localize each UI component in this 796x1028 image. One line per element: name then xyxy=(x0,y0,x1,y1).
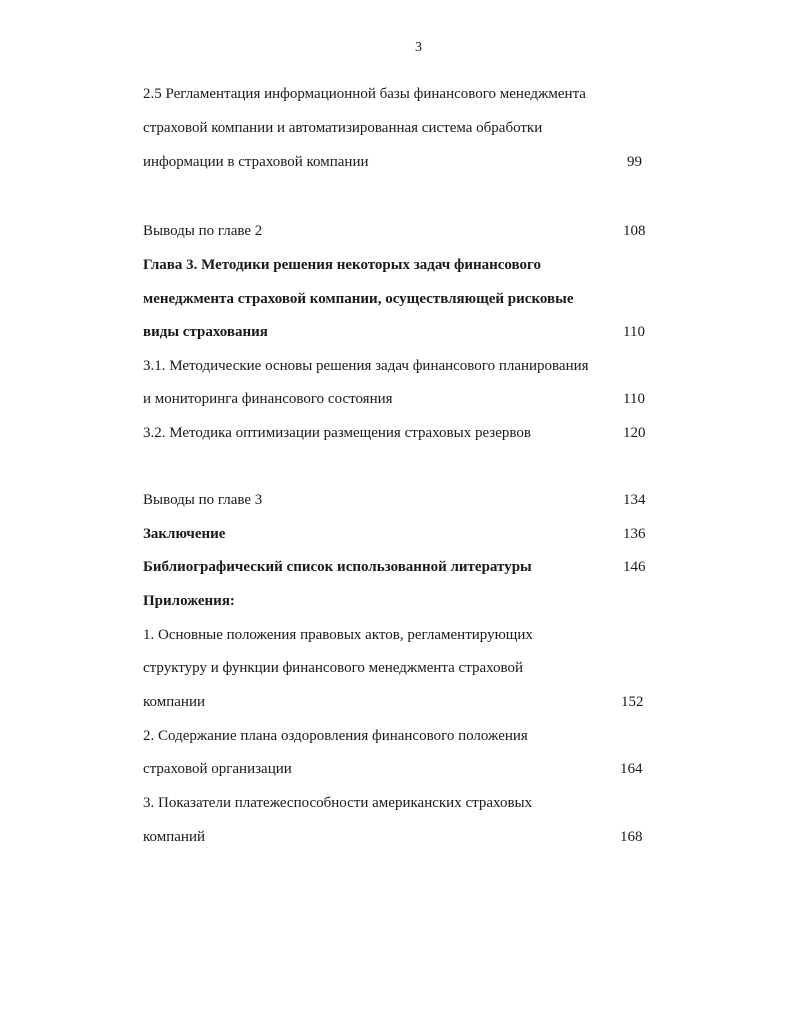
toc-entry-line: страховой компании и автоматизированная система обработки xyxy=(143,120,543,136)
toc-page-number: 108 xyxy=(623,223,646,239)
toc-entry-line: Выводы по главе 3 xyxy=(143,492,263,508)
toc-entry-line: менеджмента страховой компании, осуществляющей рисковые xyxy=(143,291,574,307)
toc-entry-line: Библиографический список использованной литературы xyxy=(143,559,532,575)
toc-entry-line: 1. Основные положения правовых актов, регламентирующих xyxy=(143,627,533,643)
page-number: 3 xyxy=(415,40,422,55)
toc-entry-line: 2.5 Регламентация информационной базы финансового менеджмента xyxy=(143,86,586,102)
toc-page-number: 168 xyxy=(620,829,643,845)
toc-page-number: 152 xyxy=(621,694,644,710)
toc-entry-line: структуру и функции финансового менеджмента страховой xyxy=(143,660,524,676)
toc-section-heading: Приложения: xyxy=(143,593,235,609)
toc-page-number: 99 xyxy=(627,154,642,170)
toc-entry-line: 3.2. Методика оптимизации размещения страховых резервов xyxy=(143,425,531,441)
toc-page-number: 120 xyxy=(623,425,646,441)
toc-entry-line: виды страхования xyxy=(143,324,268,340)
toc-page-number: 134 xyxy=(623,492,646,508)
toc-entry-line: 3.1. Методические основы решения задач финансового планирования xyxy=(143,358,589,374)
toc-page-number: 146 xyxy=(623,559,646,575)
toc-entry-line: Выводы по главе 2 xyxy=(143,223,263,239)
toc-entry-line: страховой организации xyxy=(143,761,292,777)
toc-entry-line: Заключение xyxy=(143,526,226,542)
toc-entry-line: Глава 3. Методики решения некоторых задач финансового xyxy=(143,257,541,273)
toc-entry-line: и мониторинга финансового состояния xyxy=(143,391,393,407)
toc-page-number: 110 xyxy=(623,391,645,407)
toc-page-number: 136 xyxy=(623,526,646,542)
toc-page-number: 110 xyxy=(623,324,645,340)
toc-entry-line: компаний xyxy=(143,829,205,845)
toc-entry-line: компании xyxy=(143,694,205,710)
toc-page-number: 164 xyxy=(620,761,643,777)
toc-entry-line: 3. Показатели платежеспособности американских страховых xyxy=(143,795,533,811)
toc-entry-line: информации в страховой компании xyxy=(143,154,369,170)
toc-entry-line: 2. Содержание плана оздоровления финансового положения xyxy=(143,728,528,744)
